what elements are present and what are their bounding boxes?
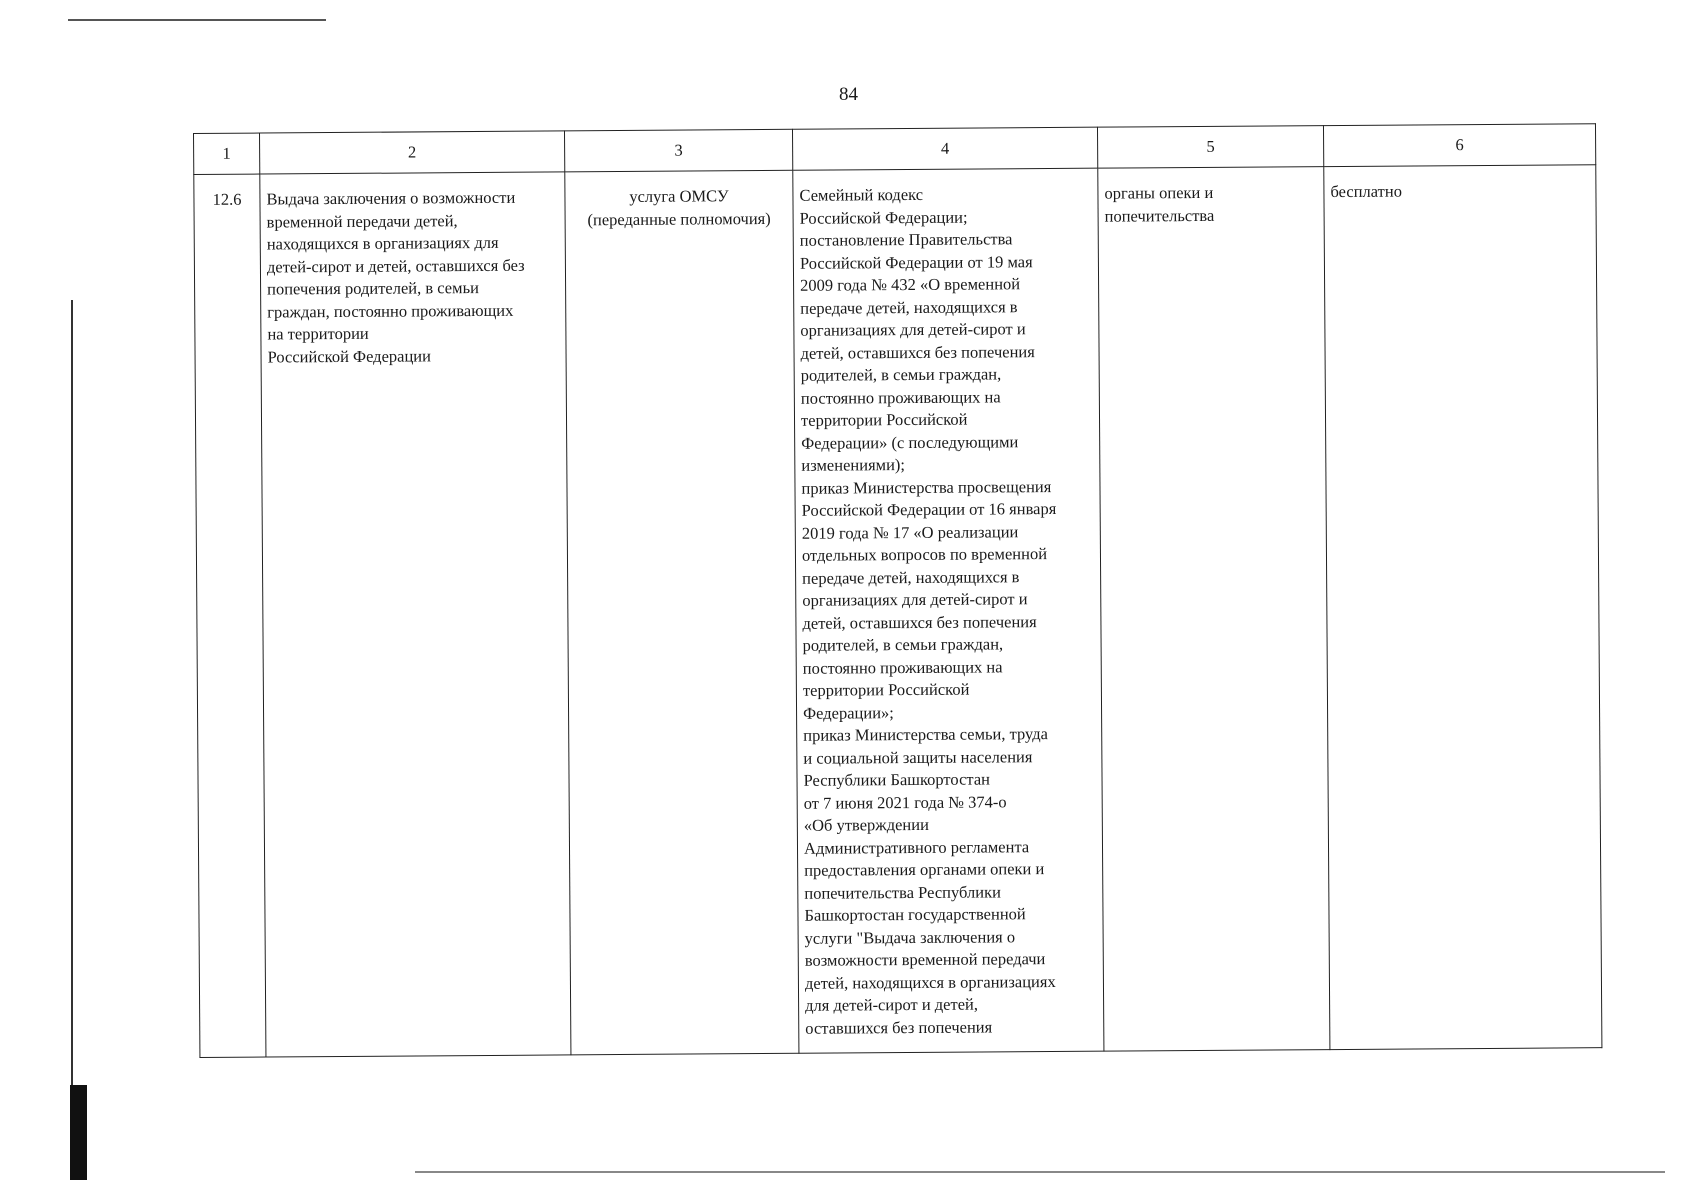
service-type-line: (переданные полномочия) bbox=[587, 208, 771, 229]
header-cell-2: 2 bbox=[260, 131, 565, 174]
legal-basis-line: и социальной защиты населения bbox=[803, 746, 1033, 768]
legal-basis-line: Семейный кодекс bbox=[799, 184, 924, 205]
table-row bbox=[194, 165, 1602, 1058]
legal-basis-line: Российской Федерации; bbox=[799, 207, 968, 228]
legal-basis-line: постановление Правительства bbox=[799, 229, 1013, 250]
service-name-line: находящихся в организациях для bbox=[266, 232, 499, 254]
legal-basis-line: попечительства Республики bbox=[804, 881, 1001, 903]
legal-basis-line: Российской Федерации от 16 января bbox=[801, 498, 1057, 520]
legal-basis-line: организациях для детей-сирот и bbox=[802, 589, 1028, 610]
legal-basis-line: родителей, в семьи граждан, bbox=[802, 634, 1004, 655]
header-cell-5: 5 bbox=[1097, 126, 1323, 169]
service-type-line: услуга ОМСУ bbox=[629, 186, 729, 206]
legal-basis-line: Федерации» (с последующими bbox=[801, 431, 1019, 453]
header-cell-4: 4 bbox=[792, 127, 1097, 170]
scan-artifact-top-rule bbox=[68, 19, 326, 21]
legal-basis-line: для детей-сирот и детей, bbox=[805, 994, 979, 1015]
services-table bbox=[193, 123, 1602, 1058]
service-name-line: Российской Федерации bbox=[267, 345, 431, 366]
provider-cell bbox=[1098, 167, 1330, 1052]
scan-artifact-left-edge bbox=[71, 300, 73, 1090]
legal-basis-line: 2019 года № 17 «О реализации bbox=[801, 521, 1019, 543]
legal-basis-line: постоянно проживающих на bbox=[802, 656, 1003, 678]
legal-basis-line: организациях для детей-сирот и bbox=[800, 319, 1026, 340]
service-type-cell bbox=[565, 170, 799, 1055]
service-name-line: попечения родителей, в семьи bbox=[267, 278, 479, 299]
legal-basis-line: отдельных вопросов по временной bbox=[801, 544, 1048, 565]
legal-basis-line: Республики Башкортостан bbox=[803, 769, 991, 790]
legal-basis-line: родителей, в семьи граждан, bbox=[800, 364, 1002, 385]
legal-basis-line: 2009 года № 432 «О временной bbox=[800, 274, 1021, 295]
legal-basis-line: детей, находящихся в организациях bbox=[804, 971, 1056, 993]
legal-basis-line: от 7 июня 2021 года № 374-о bbox=[803, 791, 1007, 813]
legal-basis-line: детей, оставшихся без попечения bbox=[800, 341, 1035, 363]
legal-basis-line: возможности временной передачи bbox=[804, 949, 1046, 970]
provider-line: органы опеки и bbox=[1104, 182, 1214, 203]
row-number: 12.6 bbox=[194, 174, 266, 1057]
legal-basis-line: постоянно проживающих на bbox=[800, 386, 1001, 408]
header-cell-3: 3 bbox=[564, 129, 792, 172]
legal-basis-line: детей, оставшихся без попечения bbox=[802, 611, 1037, 633]
provider-line: попечительства bbox=[1104, 205, 1215, 226]
legal-basis-line: Башкортостан государственной bbox=[804, 904, 1026, 925]
service-name-line: детей-сирот и детей, оставшихся без bbox=[266, 255, 525, 276]
legal-basis-line: услуги "Выдача заключения о bbox=[804, 926, 1016, 948]
legal-basis-cell bbox=[793, 168, 1104, 1053]
legal-basis-line: передаче детей, находящихся в bbox=[802, 566, 1020, 588]
legal-basis-line: оставшихся без попечения bbox=[805, 1016, 993, 1038]
legal-basis-line: приказ Министерства просвещения bbox=[801, 476, 1052, 498]
legal-basis-line: предоставления органами опеки и bbox=[804, 859, 1045, 880]
scan-artifact-bottom-rule bbox=[415, 1171, 1665, 1173]
legal-basis-line: изменениями); bbox=[801, 455, 906, 475]
legal-basis-line: Российской Федерации от 19 мая bbox=[799, 251, 1033, 273]
legal-basis-line: территории Российской bbox=[800, 409, 968, 430]
header-cell-6: 6 bbox=[1323, 124, 1595, 167]
legal-basis-line: передаче детей, находящихся в bbox=[800, 296, 1018, 318]
legal-basis-line: Федерации»; bbox=[802, 702, 894, 723]
legal-basis-line: «Об утверждении bbox=[803, 814, 929, 835]
header-cell-1: 1 bbox=[194, 133, 260, 174]
service-name-line: граждан, постоянно проживающих bbox=[267, 300, 514, 321]
service-name-line: на территории bbox=[267, 323, 369, 344]
legal-basis-line: приказ Министерства семьи, труда bbox=[803, 724, 1049, 745]
fee-value: бесплатно bbox=[1330, 181, 1403, 202]
fee-cell bbox=[1324, 165, 1602, 1050]
legal-basis-line: территории Российской bbox=[802, 679, 970, 700]
service-name-line: Выдача заключения о возможности bbox=[266, 187, 516, 209]
service-name-cell bbox=[260, 172, 571, 1057]
scan-artifact-left-shadow bbox=[70, 1085, 87, 1180]
service-name-line: временной передачи детей, bbox=[266, 210, 458, 231]
page-number: 84 bbox=[839, 84, 858, 105]
legal-basis-line: Административного регламента bbox=[803, 836, 1030, 858]
